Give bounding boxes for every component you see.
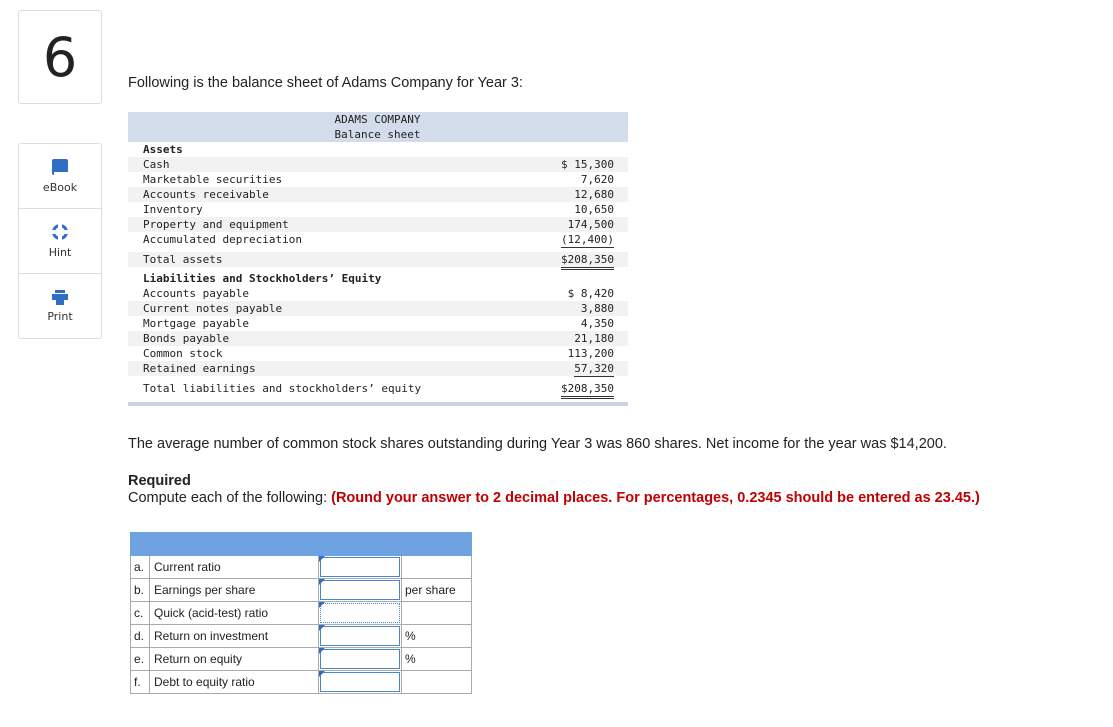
row-label: Bonds payable: [143, 332, 230, 345]
ebook-label: eBook: [42, 180, 78, 194]
intro-text: Following is the balance sheet of Adams Company for Year 3:: [128, 75, 523, 91]
input-flag-icon: [319, 671, 325, 677]
row-value: $208,350: [561, 381, 614, 399]
answer-unit: per share: [402, 579, 472, 602]
rounding-note: (Round your answer to 2 decimal places. For percentages, 0.2345 should be entered as 23.45.): [331, 490, 980, 506]
balance-sheet-row: [128, 316, 628, 331]
instruction: [128, 490, 980, 506]
row-label: Accounts payable: [143, 287, 249, 300]
problem-paragraph: The average number of common stock shares outstanding during Year 3 was 860 shares. Net income for the year was $14,200.: [128, 436, 947, 452]
answer-input[interactable]: [320, 580, 400, 600]
row-value: 10,650: [574, 203, 614, 216]
answer-label: Quick (acid-test) ratio: [150, 602, 319, 625]
balance-sheet-row: [128, 301, 628, 316]
row-label: Assets: [143, 143, 183, 156]
answer-label: Current ratio: [150, 556, 319, 579]
answer-row: [131, 625, 472, 648]
answer-label: Return on investment: [150, 625, 319, 648]
balance-sheet-row: [128, 252, 628, 267]
question-number: 6: [18, 10, 102, 104]
answer-input-cell: [319, 602, 402, 625]
balance-sheet-row: [128, 361, 628, 376]
answer-row: [131, 579, 472, 602]
required-heading: Required: [128, 473, 191, 489]
row-value: (12,400): [561, 233, 614, 246]
answer-input-cell: [319, 579, 402, 602]
row-label: Property and equipment: [143, 218, 289, 231]
row-value: 57,320: [574, 362, 614, 375]
row-value: 12,680: [574, 188, 614, 201]
answer-table: [130, 532, 472, 694]
ebook-button[interactable]: [19, 144, 101, 209]
row-value: 7,620: [580, 173, 614, 186]
answer-input[interactable]: [320, 626, 400, 646]
row-value: $ 15,300: [561, 158, 614, 171]
answer-input-cell: [319, 556, 402, 579]
row-label: Common stock: [143, 347, 223, 360]
balance-sheet-header: [128, 112, 628, 142]
answer-unit: [402, 556, 472, 579]
answer-input-cell: [319, 648, 402, 671]
balance-sheet-row: [128, 142, 628, 157]
answer-unit: [402, 671, 472, 694]
print-button[interactable]: [19, 274, 101, 338]
balance-sheet-row: [128, 232, 628, 247]
answer-input[interactable]: [320, 649, 400, 669]
balance-sheet-row: [128, 172, 628, 187]
answer-letter: b.: [131, 579, 150, 602]
hint-button[interactable]: [19, 209, 101, 274]
balance-sheet-row: [128, 187, 628, 202]
print-label: Print: [47, 309, 73, 323]
input-flag-icon: [319, 648, 325, 654]
answer-unit: %: [402, 625, 472, 648]
balance-sheet-row: [128, 286, 628, 301]
row-value: 113,200: [567, 347, 614, 360]
row-label: Current notes payable: [143, 302, 283, 315]
row-value: 4,350: [580, 317, 614, 330]
answer-row: [131, 648, 472, 671]
hint-icon: [52, 224, 68, 240]
row-value: $208,350: [561, 252, 614, 270]
balance-sheet-row: [128, 217, 628, 232]
answer-row: [131, 556, 472, 579]
answer-table-header: [131, 533, 472, 556]
instruction-prefix: Compute each of the following:: [128, 490, 332, 506]
ebook-icon: [52, 159, 68, 175]
answer-label: Debt to equity ratio: [150, 671, 319, 694]
answer-letter: a.: [131, 556, 150, 579]
answer-row: [131, 671, 472, 694]
row-label: Cash: [143, 158, 170, 171]
balance-sheet-row: [128, 271, 628, 286]
row-value: 21,180: [574, 332, 614, 345]
row-label: Accounts receivable: [143, 188, 269, 201]
print-icon: [52, 290, 68, 304]
answer-letter: c.: [131, 602, 150, 625]
balance-sheet-row: [128, 331, 628, 346]
statement-title: Balance sheet: [334, 128, 421, 141]
balance-sheet: [128, 112, 628, 406]
row-value: $ 8,420: [567, 287, 614, 300]
answer-unit: %: [402, 648, 472, 671]
row-label: Marketable securities: [143, 173, 283, 186]
row-label: Mortgage payable: [143, 317, 249, 330]
row-label: Accumulated depreciation: [143, 233, 302, 246]
balance-sheet-row: [128, 202, 628, 217]
answer-input-cell: [319, 625, 402, 648]
answer-input-cell: [319, 671, 402, 694]
balance-sheet-row: [128, 346, 628, 361]
answer-label: Earnings per share: [150, 579, 319, 602]
balance-sheet-row: [128, 381, 628, 396]
answer-input[interactable]: [320, 557, 400, 577]
answer-row: [131, 602, 472, 625]
row-value: 174,500: [567, 218, 614, 231]
row-label: Inventory: [143, 203, 203, 216]
balance-sheet-footer-bar: [128, 402, 628, 406]
tools-panel: [18, 143, 102, 339]
answer-input[interactable]: [320, 672, 400, 692]
input-flag-icon: [319, 602, 325, 608]
input-flag-icon: [319, 579, 325, 585]
answer-input[interactable]: [320, 603, 400, 623]
answer-label: Return on equity: [150, 648, 319, 671]
balance-sheet-row: [128, 157, 628, 172]
row-label: Retained earnings: [143, 362, 256, 375]
answer-letter: f.: [131, 671, 150, 694]
row-label: Liabilities and Stockholders’ Equity: [143, 272, 382, 285]
row-value: 3,880: [580, 302, 614, 315]
company-name: ADAMS COMPANY: [334, 113, 421, 126]
hint-label: Hint: [48, 245, 72, 259]
row-label: Total liabilities and stockholders’ equity: [143, 382, 422, 395]
answer-letter: d.: [131, 625, 150, 648]
input-flag-icon: [319, 556, 325, 562]
row-label: Total assets: [143, 253, 223, 266]
input-flag-icon: [319, 625, 325, 631]
answer-letter: e.: [131, 648, 150, 671]
answer-unit: [402, 602, 472, 625]
